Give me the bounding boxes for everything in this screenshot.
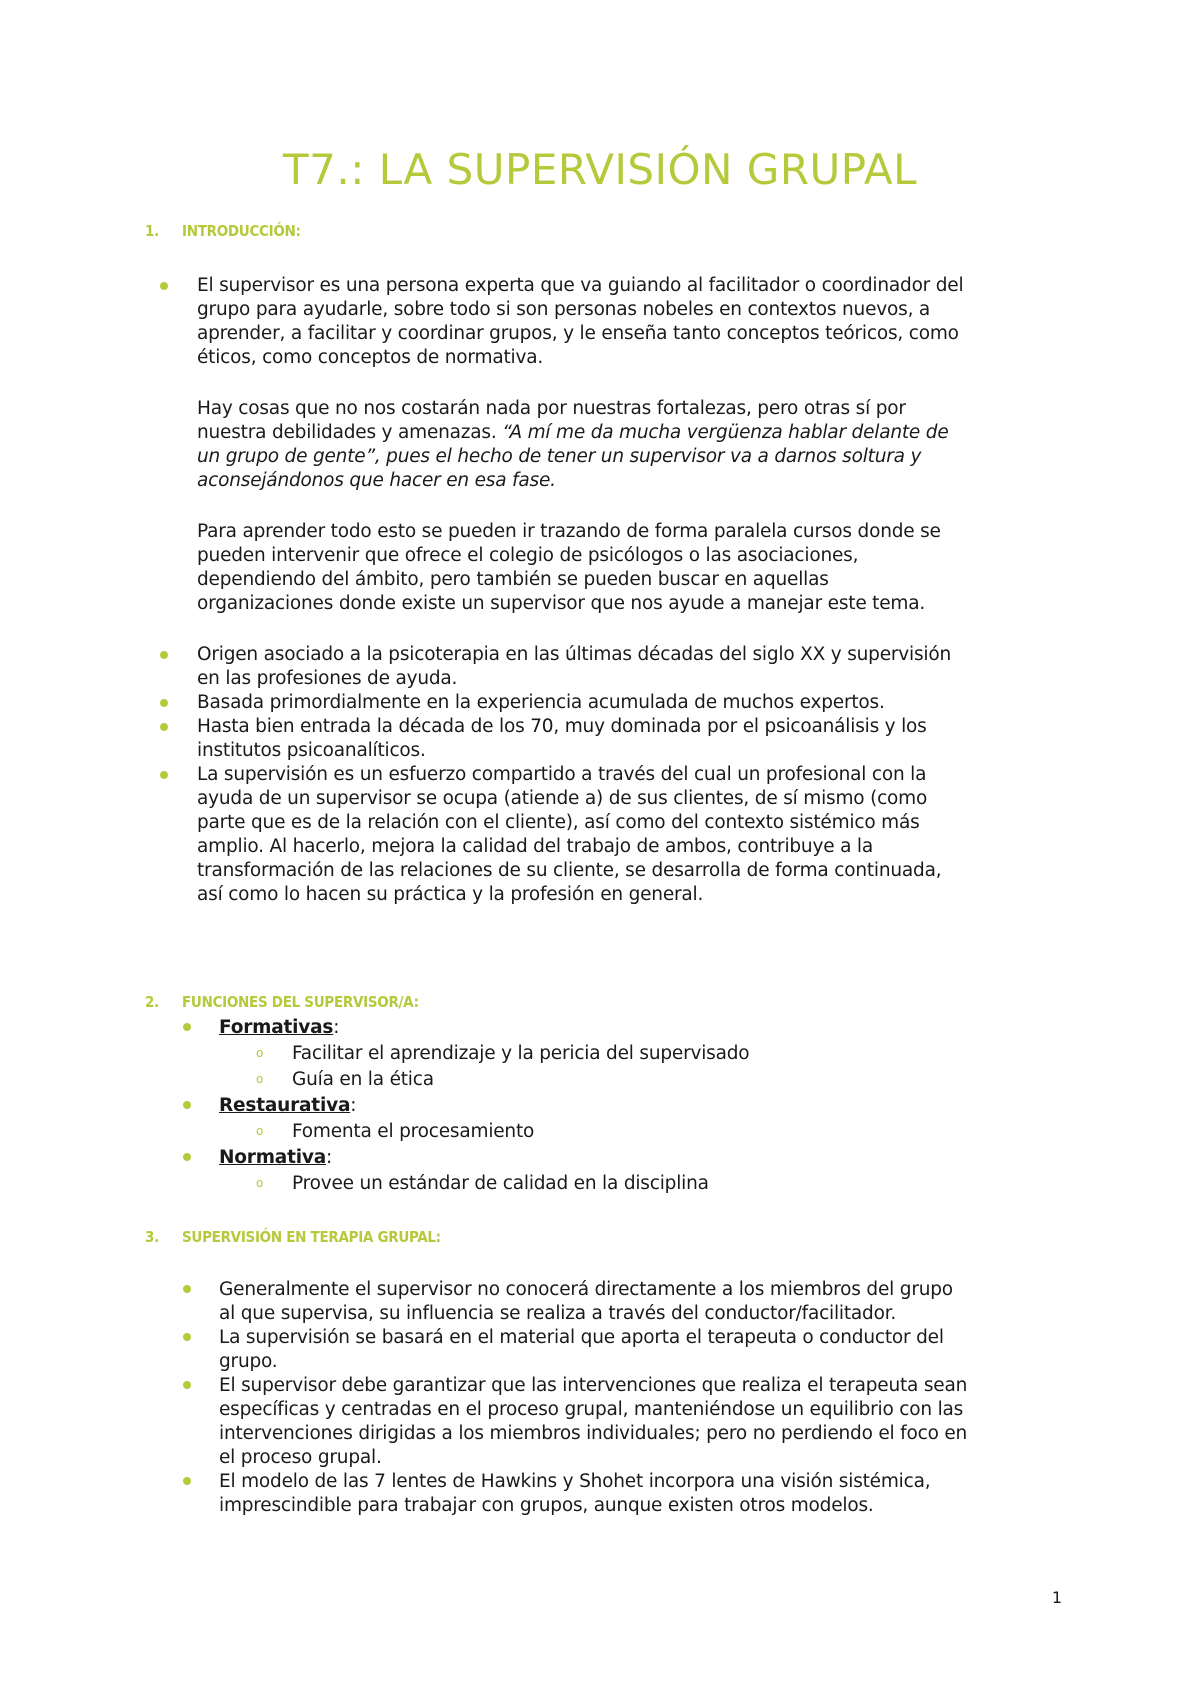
list-item: Origen asociado a la psicoterapia en las últimas décadas del siglo XX y supervisión en las profesiones de ayuda. [197, 644, 952, 689]
section-title: INTRODUCCIÓN: [182, 222, 301, 240]
list-item: El modelo de las 7 lentes de Hawkins y Shohet incorpora una visión sistémica, imprescindible para trabajar con grupos, aunque existen otros modelos. [219, 1471, 931, 1516]
section-title: FUNCIONES DEL SUPERVISOR/A: [182, 993, 419, 1011]
quote-text: “A mí me da mucha vergüenza hablar delante de [502, 422, 949, 443]
text-line: éticos, como conceptos de normativa. [197, 347, 544, 368]
quote-line: aconsejándonos que hacer en esa fase. [197, 470, 556, 491]
section-heading-introduccion [145, 222, 301, 240]
bullet-icon [160, 282, 168, 290]
bullet-icon [160, 771, 168, 779]
sub-item: Guía en la ética [292, 1069, 434, 1090]
section-number: 3. [145, 1228, 159, 1246]
list-item: La supervisión se basará en el material que aporta el terapeuta o conductor del grupo. [219, 1327, 944, 1372]
text-line: El supervisor es una persona experta que va guiando al facilitador o coordinador del [197, 275, 964, 296]
sub-bullet-icon: o [256, 1046, 264, 1060]
intro-paragraph-1 [197, 274, 963, 370]
text-line: nuestra debilidades y amenazas. “A mí me da mucha vergüenza hablar delante de [197, 422, 949, 443]
text-line: pueden intervenir que ofrece el colegio de psicólogos o las asociaciones, [197, 545, 859, 566]
bullet-icon [160, 699, 168, 707]
function-label: Restaurativa [219, 1095, 351, 1116]
bullet-icon [183, 1023, 191, 1031]
bullet-icon [183, 1285, 191, 1293]
text-line: organizaciones donde existe un supervisor que nos ayude a manejar este tema. [197, 593, 926, 614]
intro-paragraph-3 [197, 520, 941, 616]
quote-line: un grupo de gente”, pues el hecho de tener un supervisor va a darnos soltura y [197, 446, 922, 467]
sub-bullet-icon: o [256, 1124, 264, 1138]
function-label: Normativa [219, 1147, 327, 1168]
function-item-formativas: Formativas: [219, 1017, 340, 1038]
text-line: grupo para ayudarle, sobre todo si son personas nobeles en contextos nuevos, a [197, 299, 931, 320]
text-line: Para aprender todo esto se pueden ir trazando de forma paralela cursos donde se [197, 521, 941, 542]
list-item: Hasta bien entrada la década de los 70, muy dominada por el psicoanálisis y los institutos psicoanalíticos. [197, 716, 927, 761]
sub-bullet-icon: o [256, 1176, 264, 1190]
list-item: Basada primordialmente en la experiencia acumulada de muchos expertos. [197, 692, 885, 713]
list-item: La supervisión es un esfuerzo compartido a través del cual un profesional con la ayuda de un supervisor se ocupa (atiende a) de sus clientes, de sí mismo (como parte que es de la relación con el cliente), así como del contexto sistémico más amplio. Al hacerlo, mejora la calidad del trabajo de ambos, contribuye a la transformación de las relaciones de su cliente, se desarrolla de forma continuada, así como lo hacen su práctica y la profesión en general. [197, 764, 942, 905]
section-title: SUPERVISIÓN EN TERAPIA GRUPAL: [182, 1228, 441, 1246]
section-heading-terapia-grupal [145, 1228, 441, 1246]
intro-paragraph-2 [197, 397, 949, 493]
text-line: Hay cosas que no nos costarán nada por nuestras fortalezas, pero otras sí por [197, 398, 906, 419]
bullet-icon [183, 1333, 191, 1341]
function-item-restaurativa: Restaurativa: [219, 1095, 357, 1116]
document-title: T7.: LA SUPERVISIÓN GRUPAL [282, 145, 918, 194]
section-number: 1. [145, 222, 159, 240]
function-item-normativa: Normativa: [219, 1147, 333, 1168]
bullet-icon [183, 1381, 191, 1389]
section-number: 2. [145, 993, 159, 1011]
sub-bullet-icon: o [256, 1072, 264, 1086]
sub-item: Fomenta el procesamiento [292, 1121, 535, 1142]
text-line: dependiendo del ámbito, pero también se pueden buscar en aquellas [197, 569, 829, 590]
text-line: aprender, a facilitar y coordinar grupos, y le enseña tanto conceptos teóricos, como [197, 323, 959, 344]
function-label: Formativas [219, 1017, 334, 1038]
bullet-icon [183, 1101, 191, 1109]
list-item: El supervisor debe garantizar que las intervenciones que realiza el terapeuta sean específicas y centradas en el proceso grupal, manteniéndose un equilibrio con las intervenciones dirigidas a los miembros individuales; pero no perdiendo el foco en el proceso grupal. [219, 1375, 968, 1468]
section-heading-funciones [145, 993, 419, 1011]
list-item: Generalmente el supervisor no conocerá directamente a los miembros del grupo al que supervisa, su influencia se realiza a través del conductor/facilitador. [219, 1279, 953, 1324]
page-number: 1 [1051, 1588, 1062, 1607]
bullet-icon [183, 1477, 191, 1485]
bullet-icon [160, 723, 168, 731]
bullet-icon [183, 1153, 191, 1161]
sub-item: Facilitar el aprendizaje y la pericia del supervisado [292, 1043, 750, 1064]
bullet-icon [160, 651, 168, 659]
sub-item: Provee un estándar de calidad en la disciplina [292, 1173, 709, 1194]
